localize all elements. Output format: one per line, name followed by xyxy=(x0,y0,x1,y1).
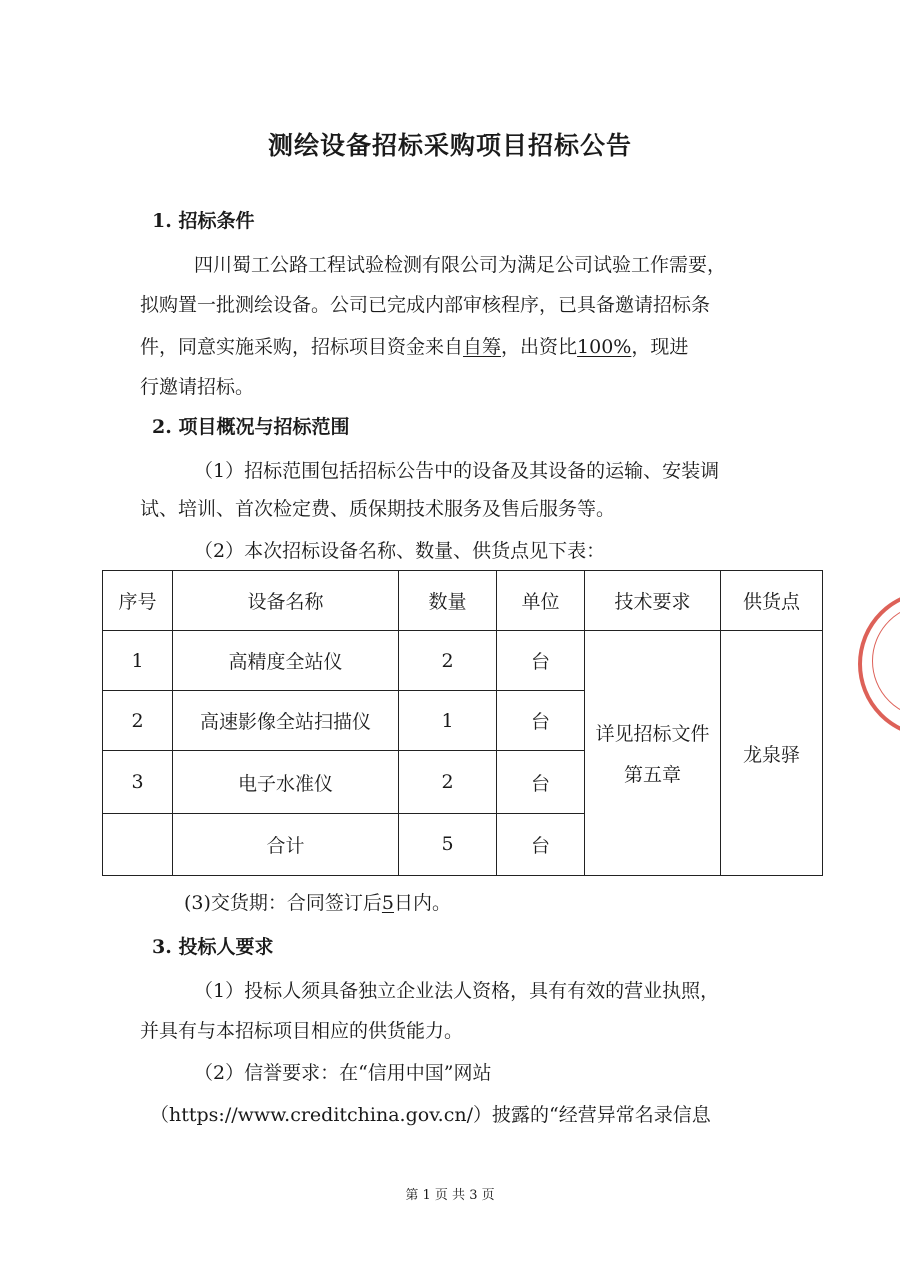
equipment-table xyxy=(102,570,823,876)
section-2-para-1-line-2: 试、培训、首次检定费、质保期技术服务及售后服务等。 xyxy=(140,498,616,520)
section-1-line-3 xyxy=(140,332,688,359)
section-3-para-2-line-2: （https://www.creditchina.gov.cn/）披露的“经营异常名录信息 xyxy=(150,1104,711,1126)
section-3-para-1-line-2: 并具有与本招标项目相应的供货能力。 xyxy=(140,1020,464,1042)
unit: 台 xyxy=(497,691,585,751)
section-2-para-2: （2）本次招标设备名称、数量、供货点见下表： xyxy=(194,540,606,562)
supply-location-text: 龙泉驿 xyxy=(742,743,800,766)
equipment-name: 高速影像全站扫描仪 xyxy=(173,691,399,751)
delivery-text-b: 日内。 xyxy=(394,892,452,914)
table-header-cell: 设备名称 xyxy=(173,571,399,631)
quantity: 2 xyxy=(399,631,497,691)
equipment-name: 高精度全站仪 xyxy=(173,631,399,691)
funding-ratio: 100% xyxy=(577,336,632,358)
total-quantity: 5 xyxy=(399,813,497,875)
funding-text-b: ，出资比 xyxy=(501,336,578,358)
section-2-heading: 2. 项目概况与招标范围 xyxy=(152,416,350,438)
table-header-cell: 单位 xyxy=(497,571,585,631)
quantity: 2 xyxy=(399,751,497,813)
table-row xyxy=(103,631,823,691)
section-3-para-2-line-1: （2）信誉要求：在“信用中国”网站 xyxy=(194,1062,492,1084)
table-header-cell: 技术要求 xyxy=(585,571,721,631)
section-2-para-1-line-1: （1）招标范围包括招标公告中的设备及其设备的运输、安装调 xyxy=(194,460,720,482)
funding-text-c: ，现进 xyxy=(631,336,689,358)
unit: 台 xyxy=(497,751,585,813)
supply-location xyxy=(721,631,823,876)
delivery-text-a: (3)交货期：合同签订后 xyxy=(184,892,382,914)
technical-requirements xyxy=(585,631,721,876)
company-seal xyxy=(858,590,900,738)
row-number: 3 xyxy=(103,751,173,813)
section-3-para-1-line-1: （1）投标人须具备独立企业法人资格，具有有效的营业执照， xyxy=(194,980,720,1002)
section-3-heading: 3. 投标人要求 xyxy=(152,936,274,958)
technical-requirements-line-2: 第五章 xyxy=(623,764,681,786)
table-header-row xyxy=(103,571,823,631)
section-1-line-2: 拟购置一批测绘设备。公司已完成内部审核程序，已具备邀请招标条 xyxy=(140,294,711,316)
unit: 台 xyxy=(497,631,585,691)
quantity: 1 xyxy=(399,691,497,751)
total-label: 合计 xyxy=(173,813,399,875)
page-title: 测绘设备招标采购项目招标公告 xyxy=(267,131,632,160)
row-number: 2 xyxy=(103,691,173,751)
delivery-period xyxy=(184,888,451,915)
equipment-name: 电子水准仪 xyxy=(173,751,399,813)
delivery-days: 5 xyxy=(381,892,395,914)
total-row-number xyxy=(103,813,173,875)
section-1-heading: 1. 招标条件 xyxy=(152,210,255,232)
technical-requirements-line-1: 详见招标文件 xyxy=(595,723,710,745)
table-header-cell: 供货点 xyxy=(721,571,823,631)
row-number: 1 xyxy=(103,631,173,691)
section-1-line-4: 行邀请招标。 xyxy=(140,376,255,398)
table-header-cell: 数量 xyxy=(399,571,497,631)
company-seal-inner-ring xyxy=(872,604,900,718)
funding-source: 自筹 xyxy=(463,336,502,358)
section-1-line-1: 四川蜀工公路工程试验检测有限公司为满足公司试验工作需要， xyxy=(194,254,727,276)
total-unit: 台 xyxy=(497,813,585,875)
page-footer: 第 1 页 共 3 页 xyxy=(405,1188,495,1203)
funding-text-a: 件，同意实施采购，招标项目资金来自 xyxy=(140,336,464,358)
table-header-cell: 序号 xyxy=(103,571,173,631)
